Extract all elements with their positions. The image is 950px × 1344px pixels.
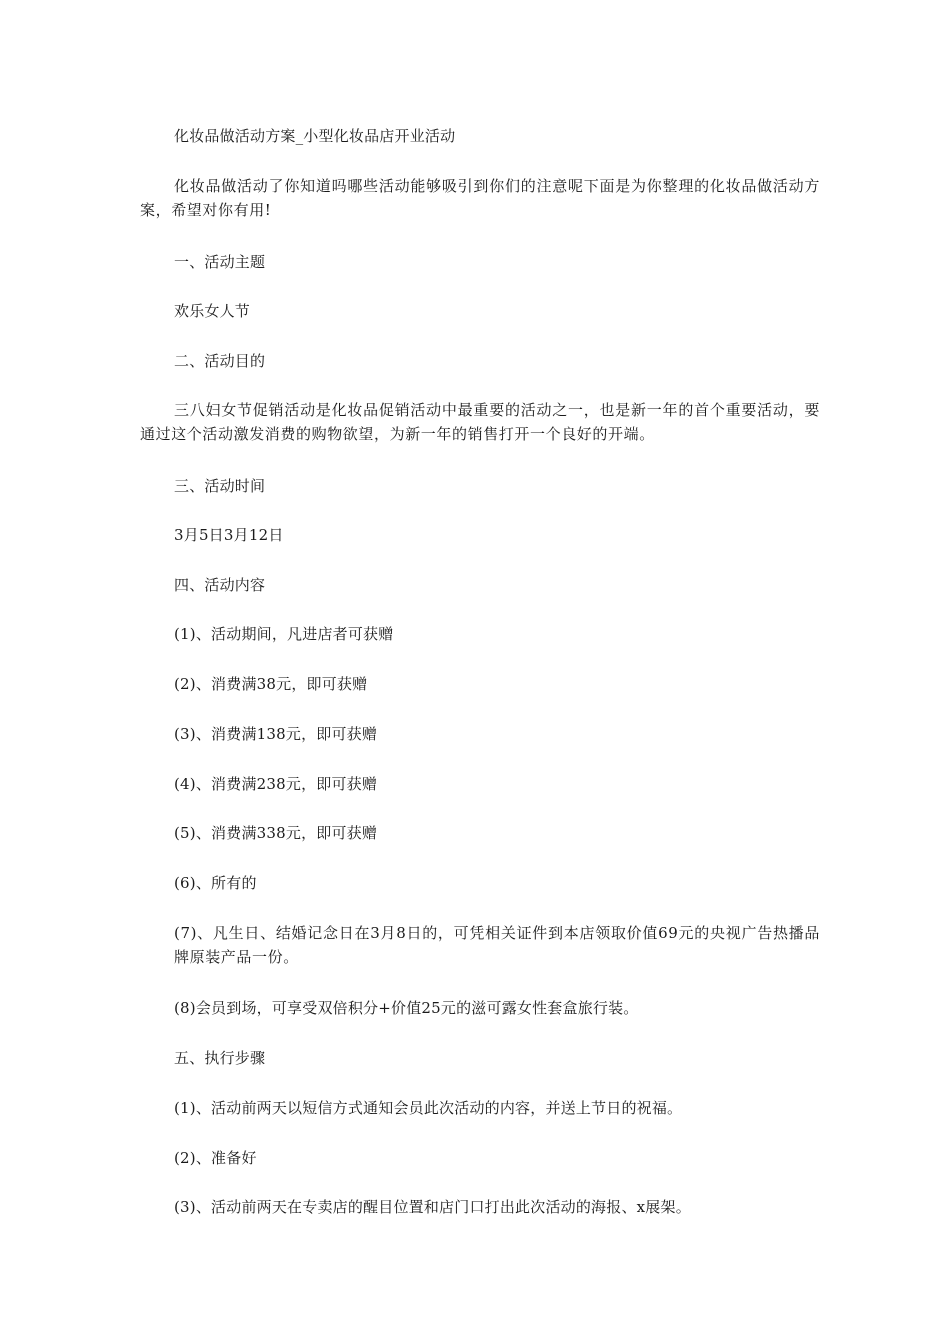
document-title: 化妆品做活动方案_小型化妆品店开业活动 [174,127,456,145]
list-item: (4)、消费满238元，即可获赠 [174,775,378,793]
list-item: (8)会员到场，可享受双倍积分+价值25元的滋可露女性套盒旅行装。 [174,999,639,1017]
section-heading-steps: 五、执行步骤 [174,1049,266,1067]
list-item: (5)、消费满338元，即可获赠 [174,824,378,842]
section-heading-purpose: 二、活动目的 [174,352,266,370]
intro-paragraph: 化妆品做活动了你知道吗哪些活动能够吸引到你们的注意呢下面是为你整理的化妆品做活动方案，希望对你有用! [140,177,820,219]
section-text-time: 3月5日3月12日 [174,526,284,544]
list-item: (7)、凡生日、结婚记念日在3月8日的，可凭相关证件到本店领取价值69元的央视广告热播品牌原装产品一份。 [174,924,820,966]
list-item: (6)、所有的 [174,874,257,892]
list-item: (3)、消费满138元，即可获赠 [174,725,378,743]
list-item: (2)、消费满38元，即可获赠 [174,675,368,693]
list-item: (3)、活动前两天在专卖店的醒目位置和店门口打出此次活动的海报、x展架。 [174,1198,691,1216]
section-heading-time: 三、活动时间 [174,477,266,495]
section-heading-theme: 一、活动主题 [174,253,266,271]
list-item: (1)、活动前两天以短信方式通知会员此次活动的内容，并送上节日的祝福。 [174,1099,683,1117]
list-item: (2)、准备好 [174,1149,257,1167]
section-text-purpose: 三八妇女节促销活动是化妆品促销活动中最重要的活动之一，也是新一年的首个重要活动，要通过这个活动激发消费的购物欲望，为新一年的销售打开一个良好的开端。 [140,401,820,443]
list-item: (1)、活动期间，凡进店者可获赠 [174,625,394,643]
section-text-theme: 欢乐女人节 [174,302,251,320]
section-heading-content: 四、活动内容 [174,576,266,594]
